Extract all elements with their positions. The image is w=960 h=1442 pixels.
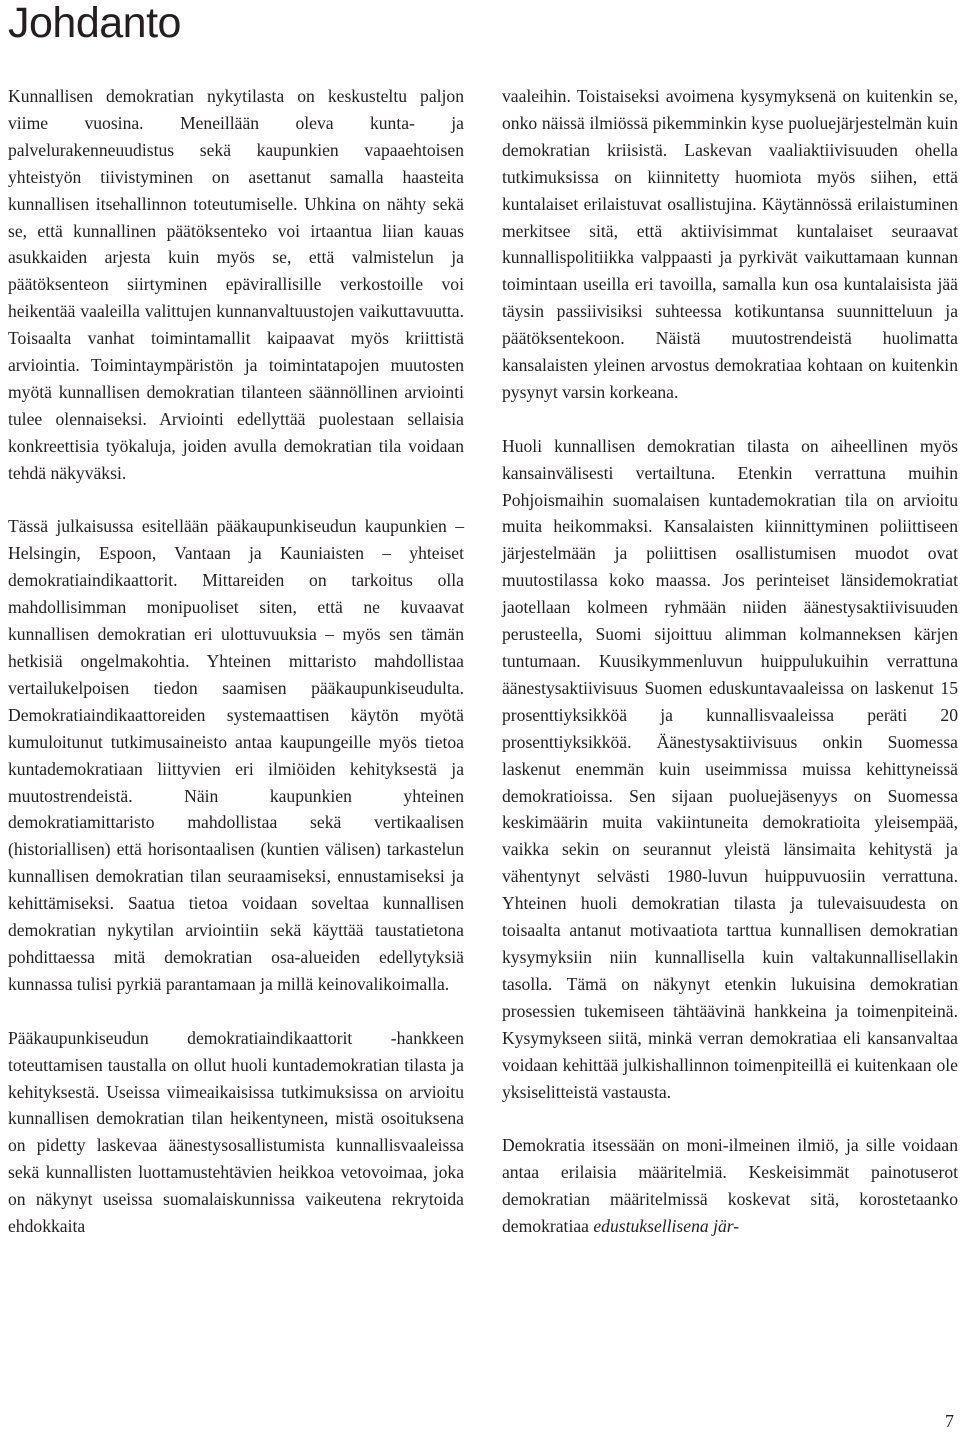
italic-term: edustuksellisena jär- (593, 1216, 740, 1237)
body-paragraph-text: Demokratia itsessään on moni-ilmeinen ilmiö, ja sille voidaan antaa erilaisia määritelmiä. Keskeisimmät painotuserot demokratian määritelmissä koskevat sitä, korostetaanko demokratiaa (502, 1135, 958, 1237)
body-paragraph: Pääkaupunkiseudun demokratiaindikaattorit -hankkeen toteuttamisen taustalla on ollut huoli kuntademokratian tilasta ja kehityksestä. Useissa viimeaikaisissa tutkimuksissa on arvioitu kunnallisen demokratian tilan heikentyneen, mistä osoituksena on pidetty laskevaa äänestysosallistumista kunnallisvaaleissa sekä kunnallisten luottamustehtävien heikkoa vetovoimaa, joka on näkynyt useissa suomalaiskunnissa vaikeutena rekrytoida ehdokkaita (8, 1027, 464, 1237)
body-paragraph: vaaleihin. Toistaiseksi avoimena kysymyksenä on kuitenkin se, onko näissä ilmiössä pikemminkin kyse puoluejärjestelmän kuin demokratian kriisistä. Laskevan vaaliaktiivisuuden ohella tutkimuksissa on kiinnitetty huomiota myös siihen, että kuntalaiset erilaistuvat osallistujina. Käytännössä erilaistuminen merkitsee sitä, että aktiivisimmat kuntalaiset seuraavat kunnallispolitiikka valppaasti ja pyrkivät vaikuttamaan kunnan toimintaan useilla eri tavoilla, samalla kun osa kuntalaisista jää täysin passiivisiksi suhteessa kotikuntansa suunnitteluun ja päätöksentekoon. Näistä muutostrendeistä huolimatta kansalaisten yleinen arvostus demokratiaa kohtaan on kuitenkin pysynyt varsin korkeana. (502, 86, 958, 402)
body-paragraph: Tässä julkaisussa esitellään pääkaupunkiseudun kaupunkien – Helsingin, Espoon, Vantaan ja Kauniaisten – yhteiset demokratiaindikaattorit. Mittareiden on tarkoitus olla mahdollisimman monipuoliset siten, että ne kuvaavat kunnallisen demokratian eri ulottuvuuksia – myös sen tämän hetkisiä ongelmakohtia. Yhteinen mittaristo mahdollistaa vertailukelpoisen tiedon saamisen pääkaupunkiseudulta. Demokratiaindikaattoreiden systemaattisen käytön myötä kumuloitunut tutkimusaineisto antaa kaupungeille myös tietoa kuntademokratiaan liittyvien eri ilmiöiden kehityksestä ja muutostrendeistä. Näin kaupunkien yhteinen demokratiamittaristo mahdollistaa sekä vertikaalisen (historiallisen) että horisontaalisen (kuntien välisen) tarkastelun kunnallisen demokratian tilan seuraamiseksi, ennustamiseksi ja kehittämiseksi. Saatua tietoa voidaan soveltaa kunnallisen demokratian nykytilan arviointiin sekä käyttää taustatietona pohdittaessa mitä demokratian osa-alueiden edellytyksiä kunnassa tulisi pyrkiä parantamaan ja millä keinovalikoimalla. (8, 516, 464, 994)
page-number: 7 (945, 1411, 954, 1431)
body-paragraph-last (502, 1132, 958, 1240)
body-paragraph: Kunnallisen demokratian nykytilasta on keskusteltu paljon viime vuosina. Meneillään oleva kunta- ja palvelurakenneuudistus sekä kaupunkien vapaaehtoisen yhteistyön tiivistyminen on asettanut samalla haasteita kunnallisen itsehallinnon toteutumiselle. Uhkina on nähty sekä se, että kunnallinen päätöksenteko voi irtaantua liian kauas asukkaiden arjesta kuin myös se, että valmistelun ja päätöksenteon siirtyminen epävirallisille verkostoille voi heikentää vaaleilla valittujen kunnanvaltuustojen vaikuttavuutta. Toisaalta vanhat toimintamallit kaipaavat myös kriittistä arviointia. Toimintaympäristön ja toimintatapojen muutosten myötä kunnallisen demokratian tilanteen säännöllinen arviointi tulee olennaiseksi. Arviointi edellyttää puolestaan sellaisia konkreettisia työkaluja, joiden avulla demokratian tila voidaan tehdä näkyväksi. (8, 86, 464, 483)
body-paragraph: Huoli kunnallisen demokratian tilasta on aiheellinen myös kansainvälisesti vertailtuna. Etenkin verrattuna muihin Pohjoismaihin suomalaisen kuntademokratian tila on arvioitu muita heikommaksi. Kansalaisten kiinnittyminen poliittiseen järjestelmään ja poliittisen osallistumisen muodot ovat muutostilassa koko maassa. Jos perinteiset länsidemokratiat jaotellaan kolmeen ryhmään niiden äänestysaktiivisuuden perusteella, Suomi sijoittuu alimman kolmanneksen kärjen tuntumaan. Kuusikymmenluvun huippulukuihin verrattuna äänestysaktiivisuus Suomen eduskuntavaaleissa on laskenut 15 prosenttiyksikköä ja kunnallisvaaleissa peräti 20 prosenttiyksikköä. Äänestysaktiivisuus onkin Suomessa laskenut enemmän kuin useimmissa muissa kehittyneissä demokratioissa. Sen sijaan puoluejäsenyys on Suomessa keskimäärin muita vakiintuneita demokratioita yleisempää, vaikka sekin on seurannut yleistä länsimaita kehitystä ja vähentynyt selvästi 1980-luvun huippuvuosiin verrattuna. Yhteinen huoli demokratian tilasta ja tulevaisuudesta on toisaalta antanut motivaatiota tarttua kunnallisen demokratian kysymyksiin niin kunnallisella kuin valtakunnallisellakin tasolla. Tämä on näkynyt etenkin lukuisina demokratian prosessien tukemiseen tähtäävinä hankkeina ja toimenpiteinä. Kysymykseen siitä, minkä verran demokratiaa eli kansanvaltaa voidaan kehittää julkishallinnon toimenpiteillä ei kuitenkaan ole yksiselitteistä vastausta. (502, 435, 958, 1102)
right-column (502, 83, 958, 1240)
left-column (8, 83, 464, 1240)
page-title: Johdanto (8, 0, 181, 47)
